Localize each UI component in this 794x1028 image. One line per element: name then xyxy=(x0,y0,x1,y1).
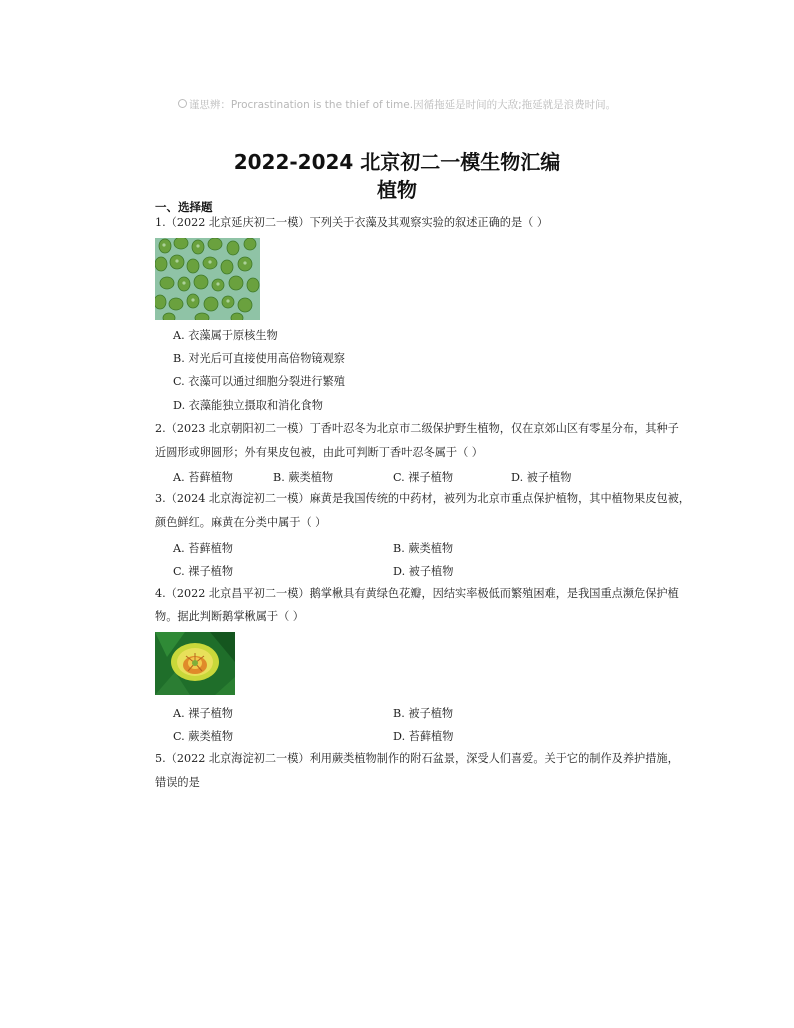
q1-option-c: C. 衣藻可以通过细胞分裂进行繁殖 xyxy=(173,375,345,388)
page-motto xyxy=(0,97,794,112)
q4-stem-line2: 物。据此判断鹅掌楸属于（ ） xyxy=(155,610,304,623)
motto-text: 谨思辨：Procrastination is the thief of time.因循拖延是时间的大敌;拖延就是浪费时间。 xyxy=(188,99,617,111)
q3-option-d: D. 被子植物 xyxy=(393,565,454,578)
q2-option-c: C. 裸子植物 xyxy=(393,471,454,484)
algae-micrograph xyxy=(155,238,260,320)
q1-option-d: D. 衣藻能独立摄取和消化食物 xyxy=(173,399,323,412)
q2-stem-line2: 近圆形或卵圆形；外有果皮包被，由此可判断丁香叶忍冬属于（ ） xyxy=(155,446,483,459)
q5-stem-line2: 错误的是 xyxy=(155,776,200,789)
q3-option-b: B. 蕨类植物 xyxy=(393,542,454,555)
q3-stem-line2: 颜色鲜红。麻黄在分类中属于（ ） xyxy=(155,516,327,529)
document-title: 2022-2024 北京初二一模生物汇编 xyxy=(233,150,561,174)
section-heading: 一、选择题 xyxy=(155,200,213,214)
q4-option-a: A. 裸子植物 xyxy=(173,707,233,720)
q4-stem-line1: 4.（2022 北京昌平初二一模）鹅掌楸具有黄绿色花瓣，因结实率极低而繁殖困难，是我国重点濒危保护植 xyxy=(155,587,679,600)
q3-option-c: C. 裸子植物 xyxy=(173,565,234,578)
q2-stem-line1: 2.（2023 北京朝阳初二一模）丁香叶忍冬为北京市二级保护野生植物，仅在京郊山区有零星分布，其种子 xyxy=(155,422,679,435)
q2-option-d: D. 被子植物 xyxy=(511,471,572,484)
q4-option-b: B. 被子植物 xyxy=(393,707,454,720)
q3-stem-line1: 3.（2024 北京海淀初二一模）麻黄是我国传统的中药材，被列为北京市重点保护植物，其中植物果皮包被， xyxy=(155,492,690,505)
q3-option-a: A. 苔藓植物 xyxy=(173,542,233,555)
q1-stem: 1.（2022 北京延庆初二一模）下列关于衣藻及其观察实验的叙述正确的是（ ） xyxy=(155,216,549,229)
document-subtitle: 植物 xyxy=(377,178,417,202)
circle-logo-icon xyxy=(178,99,187,108)
q1-option-a: A. 衣藻属于原核生物 xyxy=(173,329,278,342)
q5-stem-line1: 5.（2022 北京海淀初二一模）利用蕨类植物制作的附石盆景，深受人们喜爱。关于它的制作及养护措施， xyxy=(155,752,679,765)
q2-option-b: B. 蕨类植物 xyxy=(273,471,334,484)
tulip-tree-flower-photo xyxy=(155,632,235,695)
q4-option-d: D. 苔藓植物 xyxy=(393,730,454,743)
q2-option-a: A. 苔藓植物 xyxy=(173,471,233,484)
q4-option-c: C. 蕨类植物 xyxy=(173,730,234,743)
q1-option-b: B. 对光后可直接使用高倍物镜观察 xyxy=(173,352,345,365)
